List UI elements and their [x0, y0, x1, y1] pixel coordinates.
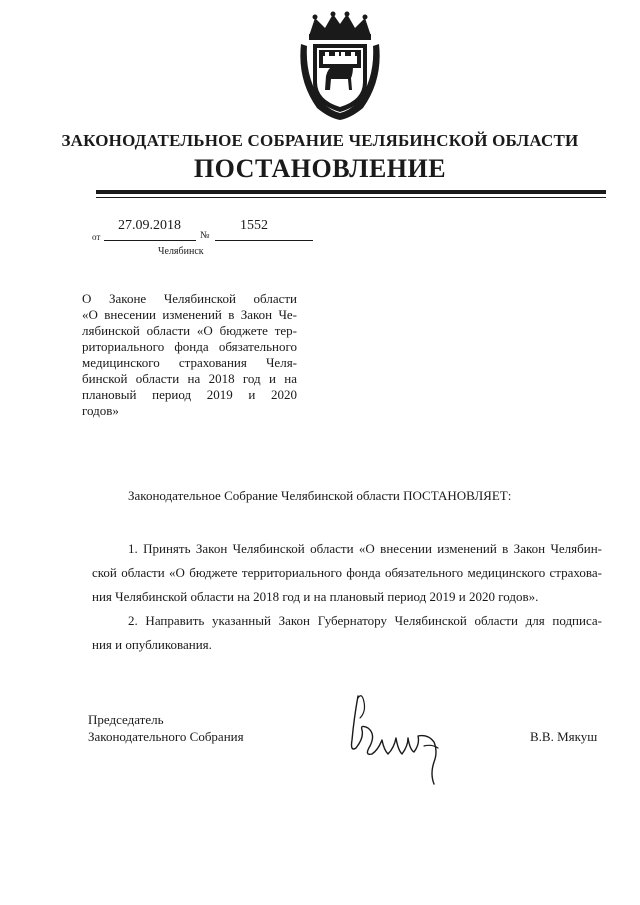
handwritten-signature — [338, 688, 450, 786]
subject-line: риториального фонда обязательного — [82, 339, 297, 354]
item-1-line: 1. Принять Закон Челябинской области «О внесении изменений в Закон Челябин- — [128, 541, 602, 556]
subject-line: О Законе Челябинской области — [82, 291, 297, 306]
item-2-line: 2. Направить указанный Закон Губернатору Челябинской области для подписа- — [128, 613, 602, 628]
item-1-line: ской области «О бюджете территориального фонда обязательного медицинского страхова- — [92, 565, 602, 580]
signatory-position: Председатель — [88, 712, 164, 727]
document-type: ПОСТАНОВЛЕНИЕ — [193, 154, 447, 183]
header-rule-thick — [96, 190, 606, 194]
subject-line: годов» — [82, 403, 119, 418]
subject-line: «О внесении изменений в Закон Че- — [82, 307, 297, 322]
date-underline — [104, 240, 196, 241]
number-underline — [215, 240, 313, 241]
subject-line: бинской области на 2018 год и на — [82, 371, 297, 386]
date-label: от — [92, 232, 101, 242]
city-label: Челябинск — [158, 246, 204, 257]
item-1-line: ния Челябинской области на 2018 год и на плановый период 2019 и 2020 годов». — [92, 589, 539, 604]
decree-statement: Законодательное Собрание Челябинской области ПОСТАНОВЛЯЕТ: — [128, 488, 512, 503]
document-number: 1552 — [240, 218, 268, 233]
signatory-position: Законодательного Собрания — [88, 729, 244, 744]
coat-of-arms-icon — [295, 10, 385, 122]
subject-line: плановый период 2019 и 2020 — [82, 387, 297, 402]
organization-title: ЗАКОНОДАТЕЛЬНОЕ СОБРАНИЕ ЧЕЛЯБИНСКОЙ ОБЛАСТИ — [61, 131, 579, 150]
item-2-line: ния и опубликования. — [92, 637, 212, 652]
subject-line: лябинской области «О бюджете тер- — [82, 323, 297, 338]
subject-line: медицинского страхования Челя- — [82, 355, 297, 370]
header-rule-thin — [96, 197, 606, 198]
number-label: № — [200, 230, 210, 241]
signatory-name: В.В. Мякуш — [530, 729, 598, 744]
document-date: 27.09.2018 — [118, 218, 181, 233]
